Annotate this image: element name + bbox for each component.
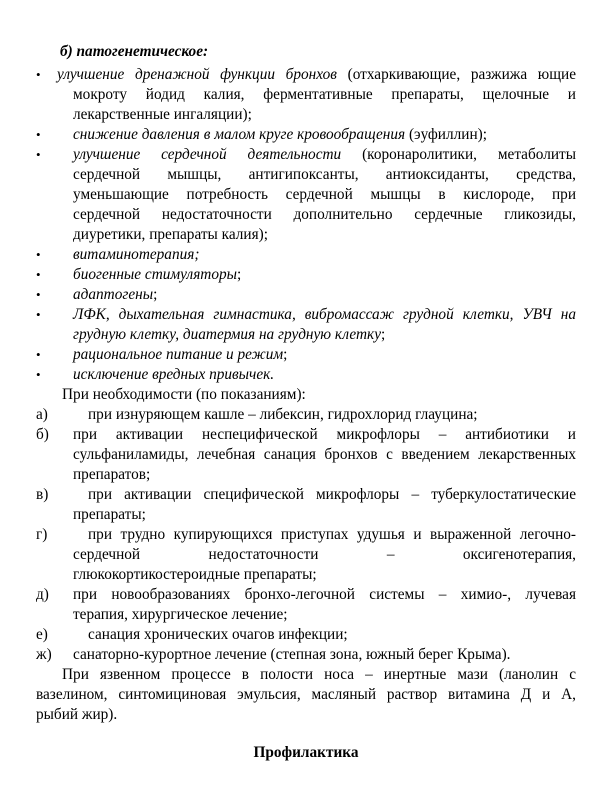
subheading: б) патогенетическое: <box>60 43 209 60</box>
list-item-text: биогенные стимуляторы; <box>73 266 242 283</box>
indication-text: при активации неспецифической микрофлоры – антибиотики и <box>73 426 576 443</box>
list-item-continuation: мокроту йодид калия, ферментативные препараты, щелочные и <box>73 86 576 103</box>
indications-intro: При необходимости (по показаниям): <box>62 386 306 403</box>
list-item-text: рациональное питание и режим; <box>73 346 288 363</box>
list-item-text: исключение вредных привычек. <box>73 366 275 383</box>
indication-text: сульфаниламиды, лечебная санация бронхов с введением лекарственных <box>73 446 576 463</box>
indication-text: при новообразованиях бронхо-легочной системы – химио-, лучевая <box>73 586 576 603</box>
list-item-text: снижение давления в малом круге кровообращения (эуфиллин); <box>73 126 487 143</box>
list-item-continuation: уменьшающие потребность сердечной мышцы в кислороде, при <box>73 186 576 203</box>
bullet-icon: • <box>36 367 41 382</box>
indication-letter: г) <box>36 526 48 543</box>
indication-letter: ж) <box>36 646 52 663</box>
indication-text: санаторно-курортное лечение (степная зона, южный берег Крыма). <box>73 646 511 663</box>
list-item-text: улучшение дренажной функции бронхов (отхаркивающие, разжижа ющие <box>57 66 576 83</box>
list-item-text: улучшение сердечной деятельности (коронаролитики, метаболиты <box>73 146 576 163</box>
bullet-icon: • <box>36 287 41 302</box>
list-item-text: ЛФК, дыхательная гимнастика, вибромассаж грудной клетки, УВЧ на <box>73 306 576 323</box>
indication-text: терапия, хирургическое лечение; <box>73 606 288 623</box>
bullet-icon: • <box>36 147 41 162</box>
indication-text: препараты; <box>73 506 146 523</box>
list-item-continuation: лекарственные ингаляции); <box>73 106 252 123</box>
indication-text: при активации специфической микрофлоры – туберкулостатические <box>88 486 576 503</box>
indication-text: санация хронических очагов инфекции; <box>88 626 348 643</box>
bullet-icon: • <box>36 267 41 282</box>
list-item-text: витаминотерапия; <box>73 246 200 263</box>
bullet-icon: • <box>36 67 41 82</box>
list-item-text: адаптогены; <box>73 286 158 303</box>
paragraph-line: При язвенном процессе в полости носа – инертные мази (ланолин с <box>62 666 576 683</box>
list-item-continuation: диуретики, препараты калия); <box>73 226 268 243</box>
list-item-continuation: грудную клетку, диатермия на грудную клетку; <box>73 326 386 343</box>
bullet-icon: • <box>36 127 41 142</box>
bullet-icon: • <box>36 307 41 322</box>
section-heading: Профилактика <box>253 744 359 761</box>
indication-letter: в) <box>36 486 49 503</box>
list-item-continuation: сердечной недостаточности дополнительно сердечные гликозиды, <box>73 206 576 223</box>
indication-letter: е) <box>36 626 48 643</box>
indication-letter: б) <box>36 426 49 443</box>
paragraph-line: рыбий жир). <box>36 706 118 723</box>
indication-text: при трудно купирующихся приступах удушья и выраженной легочно- <box>88 526 576 543</box>
indication-text: при изнуряющем кашле – либексин, гидрохлорид глауцина; <box>88 406 478 423</box>
paragraph-line: вазелином, синтомициновая эмульсия, масляный раствор витамина Д и А, <box>36 686 576 703</box>
indication-text: препаратов; <box>73 466 151 483</box>
indication-text: сердечной недостаточности – оксигенотерапия, <box>73 546 576 563</box>
indication-text: глюкокортикостероидные препараты; <box>73 566 317 583</box>
bullet-icon: • <box>36 247 41 262</box>
list-item-continuation: сердечной мышцы, антигипоксанты, антиоксиданты, средства, <box>73 166 576 183</box>
indication-letter: а) <box>36 406 48 423</box>
bullet-icon: • <box>36 347 41 362</box>
indication-letter: д) <box>36 586 49 603</box>
